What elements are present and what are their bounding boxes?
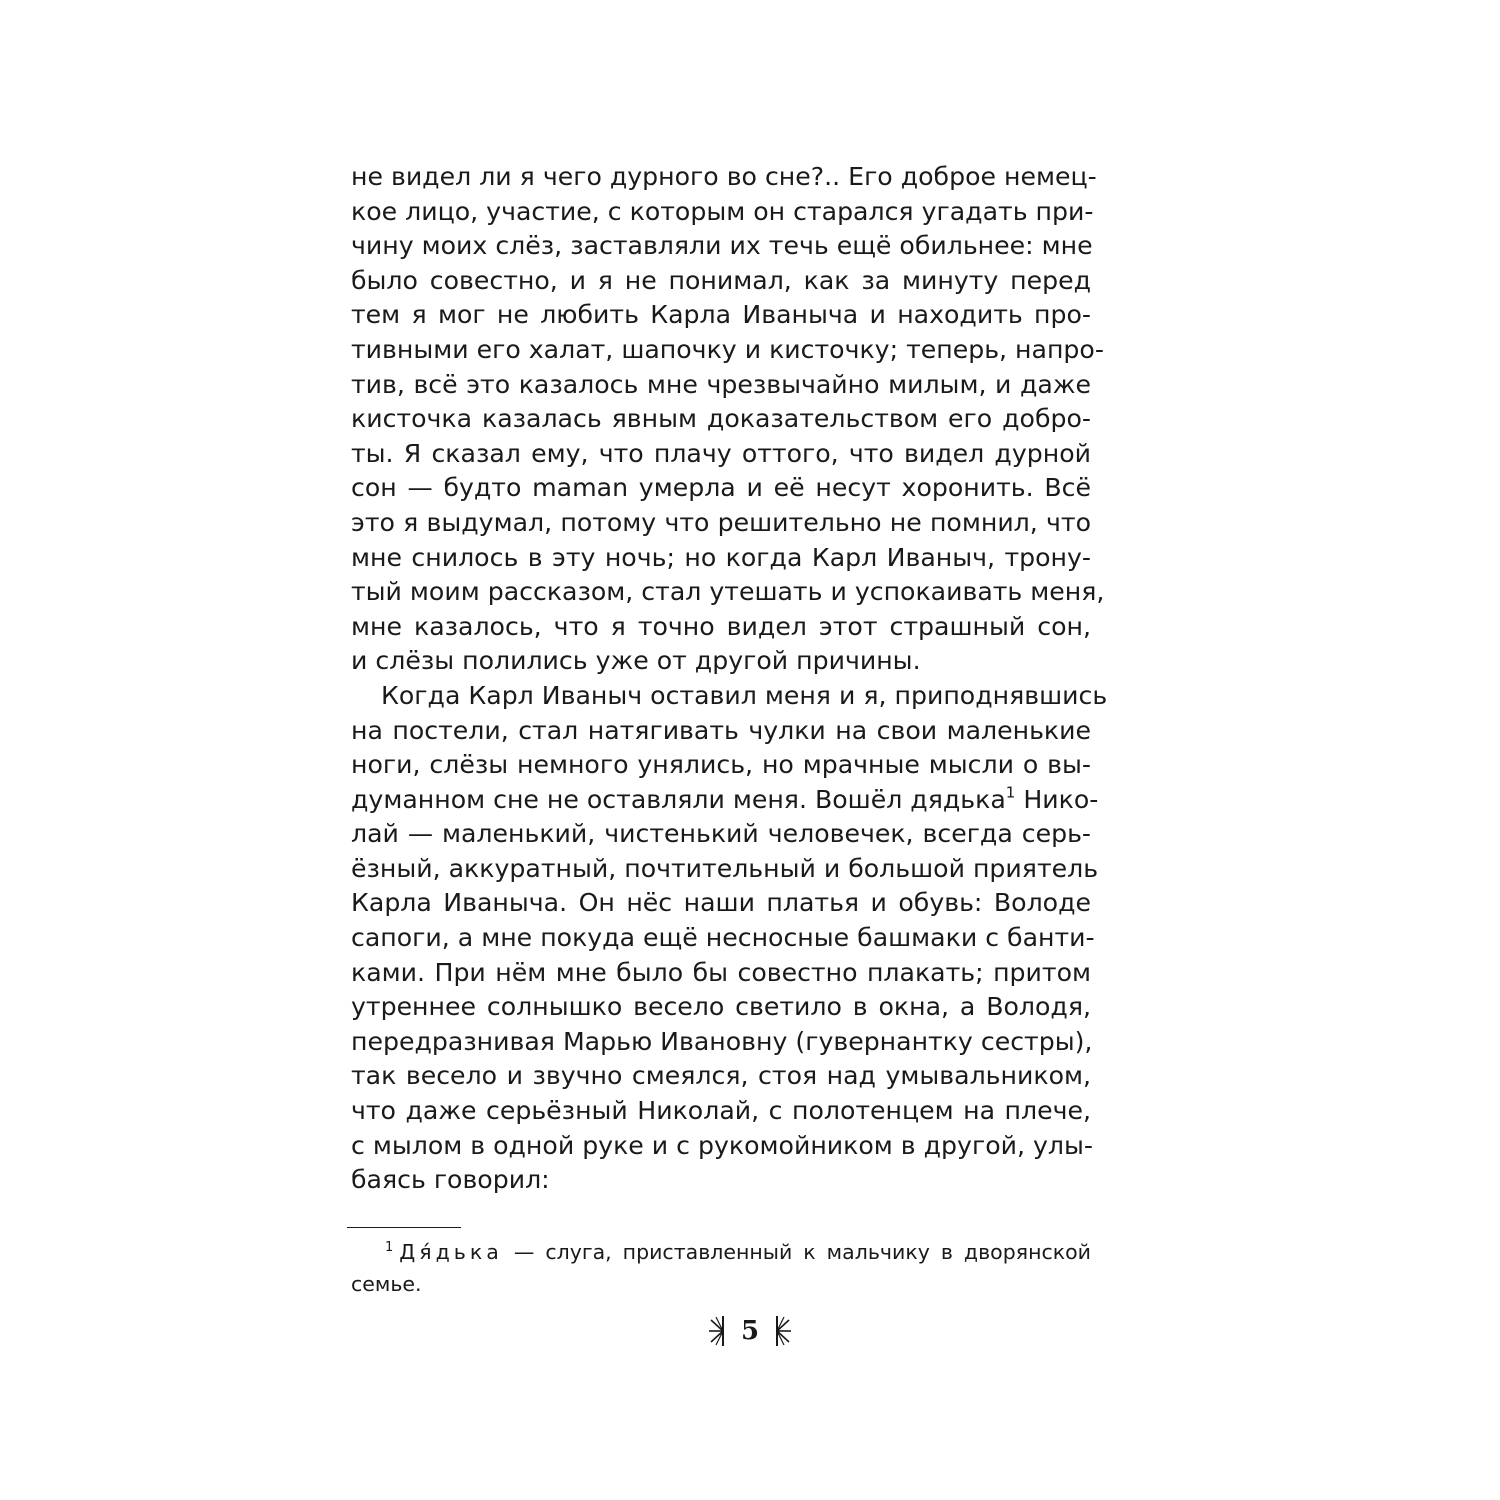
- text-line: мне снилось в эту ночь; но когда Карл Иваныч, трону-: [351, 542, 1091, 572]
- text-line: кое лицо, участие, с которым он старался угадать при-: [351, 196, 1094, 226]
- text-line: тивными его халат, шапочку и кисточку; теперь, напро-: [351, 334, 1104, 364]
- text-line: было совестно, и я не понимал, как за минуту перед: [351, 265, 1091, 295]
- text-line: Карла Иваныча. Он нёс наши платья и обувь: Володе: [351, 888, 1091, 918]
- text-line: не видел ли я чего дурного во сне?.. Его доброе немец-: [351, 162, 1097, 191]
- text-line: с мылом в одной руке и с рукомойником в другой, улы-: [351, 1130, 1093, 1160]
- left-ornament-icon: [707, 1314, 725, 1348]
- text-line: сон — будто maman умерла и её несут хоронить. Всё: [351, 473, 1091, 503]
- footnote-line: семье.: [351, 1272, 422, 1296]
- text-line: кисточка казалась явным доказательством его добро-: [351, 404, 1091, 434]
- text-line: чину моих слёз, заставляли их течь ещё обильнее: мне: [351, 231, 1093, 261]
- text-line: баясь говорил:: [351, 1165, 550, 1195]
- text-line: тем я мог не любить Карла Иваныча и находить про-: [351, 300, 1091, 330]
- footnote-reference[interactable]: 1: [1005, 783, 1016, 802]
- text-segment: Нико-: [1015, 784, 1099, 814]
- text-line: что даже серьёзный Николай, с полотенцем на плече,: [351, 1096, 1091, 1126]
- text-line: лай — маленький, чистенький человечек, всегда серь-: [351, 819, 1091, 849]
- text-line: на постели, стал натягивать чулки на свои маленькие: [351, 715, 1091, 745]
- text-line: передразнивая Марью Ивановну (гувернантку сестры),: [351, 1026, 1093, 1056]
- text-line-with-footnote-ref: [351, 783, 1099, 818]
- text-segment: думанном сне не оставляли меня. Вошёл дядька: [351, 784, 1006, 814]
- page-number: 5: [740, 1316, 760, 1346]
- text-line: тив, всё это казалось мне чрезвычайно милым, и даже: [351, 369, 1091, 399]
- text-line: ками. При нём мне было бы совестно плакать; притом: [351, 957, 1091, 987]
- text-line: мне казалось, что я точно видел этот страшный сон,: [351, 611, 1091, 641]
- footnote-definition: — слуга, приставленный к мальчику в дворянской: [502, 1240, 1091, 1264]
- text-line: Когда Карл Иваныч оставил меня и я, приподнявшись: [381, 680, 1108, 710]
- body-text: [351, 160, 1108, 1198]
- text-line: ноги, слёзы немного унялись, но мрачные мысли о вы-: [351, 750, 1091, 780]
- footnote-number: 1: [385, 1239, 394, 1255]
- footnote-term: Дя́дька: [399, 1240, 503, 1264]
- page-footer: [0, 1311, 1500, 1351]
- text-line: так весело и звучно смеялся, стоя над умывальником,: [351, 1061, 1091, 1091]
- text-line: и слёзы полились уже от другой причины.: [351, 646, 921, 676]
- footnote: [351, 1236, 1091, 1300]
- footnote-divider: [347, 1227, 461, 1228]
- text-line: ты. Я сказал ему, что плачу оттого, что видел дурной: [351, 438, 1091, 468]
- text-line: ёзный, аккуратный, почтительный и большой приятель: [351, 853, 1099, 883]
- text-line: утреннее солнышко весело светило в окна, а Володя,: [351, 992, 1091, 1022]
- text-line: это я выдумал, потому что решительно не помнил, что: [351, 507, 1091, 537]
- text-line: сапоги, а мне покуда ещё несносные башмаки с банти-: [351, 923, 1095, 953]
- text-line: тый моим рассказом, стал утешать и успокаивать меня,: [351, 577, 1105, 607]
- right-ornament-icon: [775, 1314, 793, 1348]
- footnote-line: [351, 1236, 1091, 1268]
